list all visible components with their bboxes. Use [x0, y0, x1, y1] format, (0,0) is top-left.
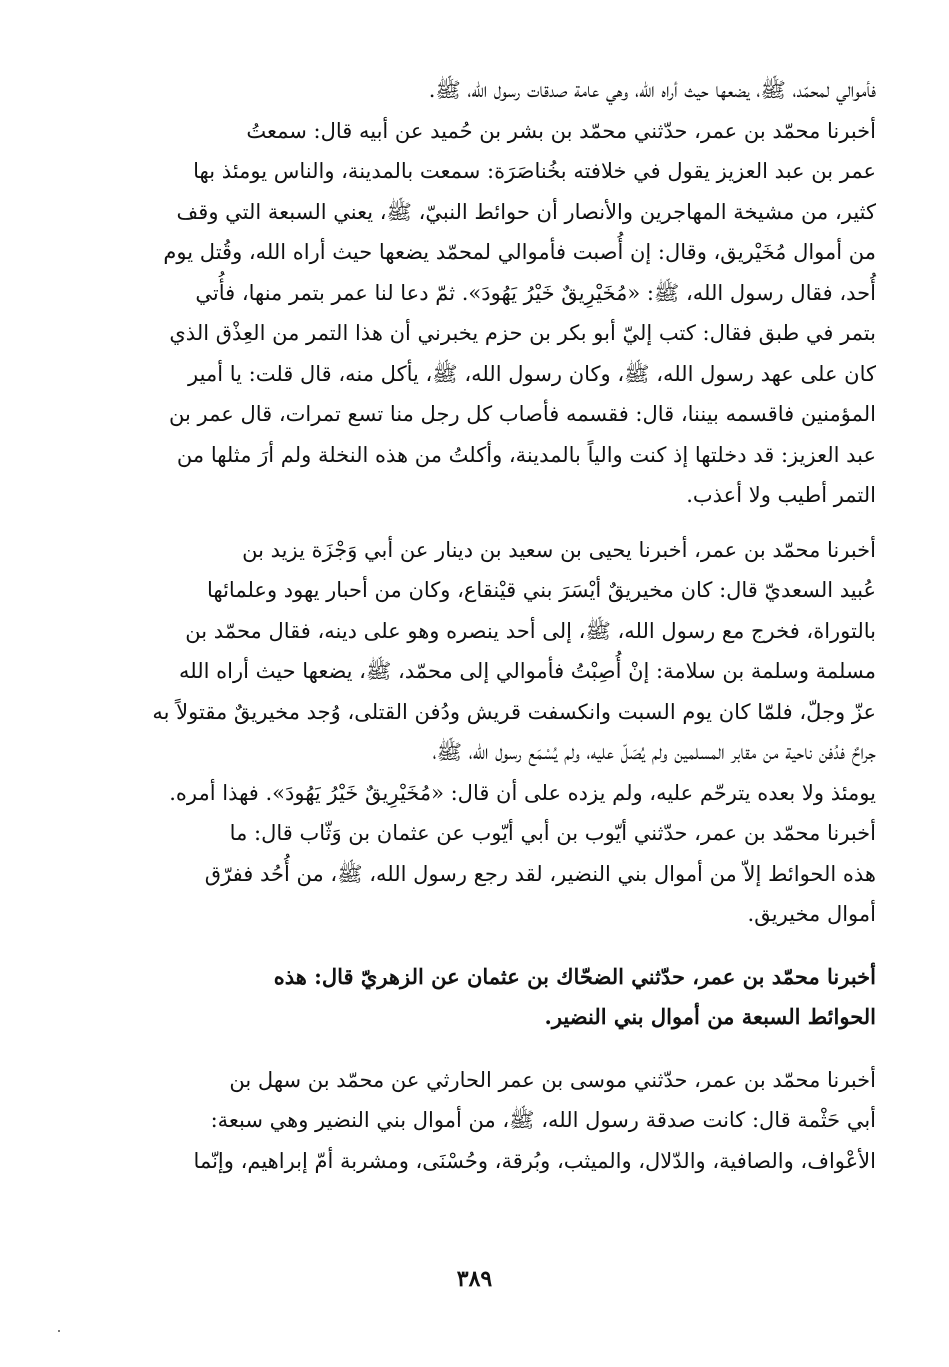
- paragraph: أخبرنا محمّد بن عمر، حدّثني محمّد بن بشر بن حُميد عن أبيه قال: سمعتُ عمر بن عبد العزيز يقول في خلافته بخُناصَرَة: سمعت بالمدينة، والناس يومئذ بها كثير، من مشيخة المهاجرين والأنصار أن حوائط النبيّ، ﷺ، يعني السبعة التي وقف من أموال مُخَيْريق، وقال: إن أُصبت فأموالي لمحمّد يضعها حيث أراه الله، وقُتل يوم أُحد، فقال رسول الله، ﷺ: «مُخَيْرِيقٌ خَيْرُ يَهُودَ». ثمّ دعا لنا عمر بتمر منها، فأُتي بتمر في طبق فقال: كتب إليّ أبو بكر بن حزم يخبرني أن هذا التمر من العِذْق الذي كان على عهد رسول الله، ﷺ، وكان رسول الله، ﷺ، يأكل منه، قال قلت: يا أمير المؤمنين فاقسمه بيننا، قال: فقسمه فأصاب كل رجل منا تسع تمرات، قال عمر بن عبد العزيز: قد دخلتها إذ كنت والياً بالمدينة، وأكلتُ من هذه النخلة ولم أرَ مثلها من التمر أطيب ولا أعذب.: [163, 118, 876, 507]
- page-number: ٣٨٩: [456, 1266, 493, 1292]
- paragraph: أخبرنا محمّد بن عمر، حدّثني أيّوب بن أبي أيّوب عن عثمان بن وَثّاب قال: ما هذه الحوائط إلاّ من أموال بني النضير، لقد رجع رسول الله، ﷺ، من أُحُد ففرّق أموال مخيريق.: [204, 821, 876, 926]
- paragraph: فأموالي لمحمّد، ﷺ، يضعها حيث أراه الله، وهي عامة صدقات رسول الله، ﷺ.: [428, 78, 876, 102]
- paragraph: أخبرنا محمّد بن عمر، أخبرنا يحيى بن سعيد بن دينار عن أبي وَجْزَة يزيد بن عُبيد السعديّ قال: كان مخيريقٌ أيْسَرَ بني قيْنقاع، وكان من أحبار يهود وعلمائها بالتوراة، فخرج مع رسول الله، ﷺ، إلى أحد ينصره وهو على دينه، فقال محمّد بن مسلمة وسلمة بن سلامة: إنْ أُصِبْتُ فأموالي إلى محمّد، ﷺ، يضعها حيث أراه الله عزّ وجلّ، فلمّا كان يوم السبت وانكسفت قريش ودُفن القتلى، وُجد مخيريقٌ مقتولاً به جراحٌ فدُفن ناحية من مقابر المسلمين ولم يُصَلّ عليه، ولم يُسْمَع رسول الله، ﷺ، يومئذ ولا بعده يترحّم عليه، ولم يزده على أن قال: «مُخَيْرِيقٌ خَيْرُ يَهُودَ». فهذا أمره.: [152, 537, 876, 805]
- paragraph: أخبرنا محمّد بن عمر، حدّثني موسى بن عمر الحارثي عن محمّد بن سهل بن أبي حَثْمة قال: كانت صدقة رسول الله، ﷺ، من أموال بني النضير وهي سبعة: الأعْواف، والصافية، والدّلال، والميثب، وبُرقة، وحُسْنَى، ومشربة أمّ إبراهيم، وإنّما: [193, 1067, 876, 1173]
- page-body: [128, 70, 876, 1181]
- scan-speck: [58, 1330, 60, 1332]
- paragraph: أخبرنا محمّد بن عمر، حدّثني الضحّاك بن عثمان عن الزهريّ قال: هذه الحوائط السبعة من أموال بني النضير.: [273, 963, 876, 1029]
